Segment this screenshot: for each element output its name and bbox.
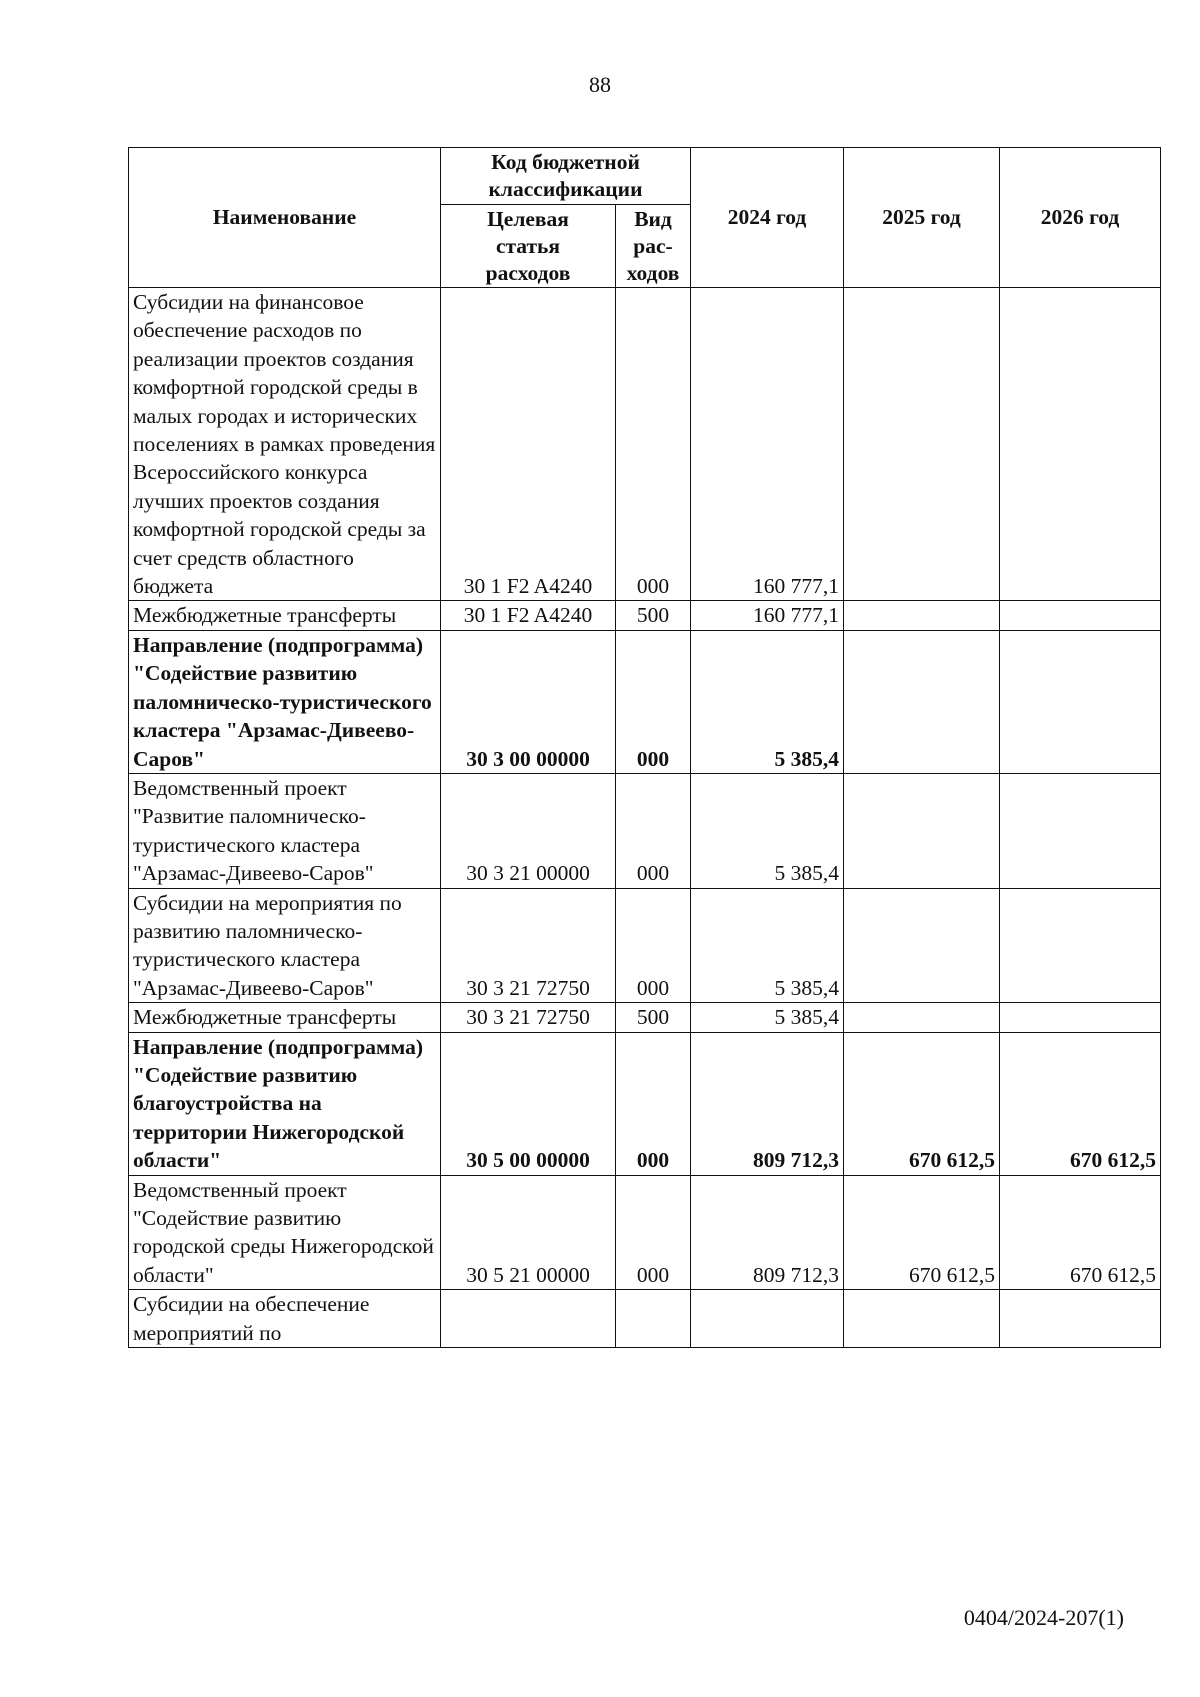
cell-year-2025 [844, 630, 1000, 773]
cell-target-article: 30 5 00 00000 [441, 1032, 616, 1175]
header-expense-type: Вид рас-ходов [616, 205, 691, 288]
cell-year-2026: 670 612,5 [1000, 1032, 1161, 1175]
cell-year-2025 [844, 288, 1000, 601]
table-body [129, 288, 1161, 1348]
table-row [129, 630, 1161, 773]
table-row [129, 288, 1161, 601]
cell-year-2024: 5 385,4 [691, 630, 844, 773]
cell-name: Направление (подпрограмма) "Содействие развитию благоустройства на территории Нижегородской области" [129, 1032, 441, 1175]
cell-expense-type: 000 [616, 1032, 691, 1175]
cell-year-2025: 670 612,5 [844, 1175, 1000, 1290]
cell-year-2026 [1000, 773, 1161, 888]
cell-year-2026 [1000, 888, 1161, 1003]
cell-year-2025 [844, 601, 1000, 630]
cell-expense-type [616, 1290, 691, 1348]
cell-target-article: 30 1 F2 A4240 [441, 288, 616, 601]
header-budget-code: Код бюджетной классификации [441, 148, 691, 205]
cell-target-article: 30 3 21 72750 [441, 1003, 616, 1032]
cell-target-article [441, 1290, 616, 1348]
cell-expense-type: 000 [616, 1175, 691, 1290]
cell-year-2026 [1000, 1003, 1161, 1032]
cell-year-2024 [691, 1290, 844, 1348]
cell-target-article: 30 3 21 72750 [441, 888, 616, 1003]
cell-name: Ведомственный проект "Развитие паломническо-туристического кластера "Арзамас-Дивеево-Саров" [129, 773, 441, 888]
cell-year-2024: 160 777,1 [691, 601, 844, 630]
table-row [129, 888, 1161, 1003]
cell-expense-type: 000 [616, 630, 691, 773]
table-row [129, 1290, 1161, 1348]
header-target-article: Целевая статья расходов [441, 205, 616, 288]
cell-name: Межбюджетные трансферты [129, 601, 441, 630]
cell-year-2026 [1000, 601, 1161, 630]
cell-name: Межбюджетные трансферты [129, 1003, 441, 1032]
cell-target-article: 30 3 21 00000 [441, 773, 616, 888]
cell-name: Ведомственный проект "Содействие развитию городской среды Нижегородской области" [129, 1175, 441, 1290]
header-row-1 [129, 148, 1161, 205]
cell-expense-type: 000 [616, 773, 691, 888]
cell-year-2024: 160 777,1 [691, 288, 844, 601]
cell-name: Субсидии на финансовое обеспечение расходов по реализации проектов создания комфортной городской среды в малых городах и исторических поселениях в рамках проведения Всероссийского конкурса лучших проектов создания комфортной городской среды за счет средств областного бюджета [129, 288, 441, 601]
cell-year-2024: 5 385,4 [691, 1003, 844, 1032]
header-year-2026: 2026 год [1000, 148, 1161, 288]
header-year-2025: 2025 год [844, 148, 1000, 288]
cell-year-2025 [844, 888, 1000, 1003]
table-row [129, 1175, 1161, 1290]
cell-year-2026 [1000, 288, 1161, 601]
cell-year-2025 [844, 1290, 1000, 1348]
header-name: Наименование [129, 148, 441, 288]
page-number: 88 [589, 72, 611, 97]
cell-expense-type: 000 [616, 888, 691, 1003]
header-year-2024: 2024 год [691, 148, 844, 288]
cell-year-2024: 809 712,3 [691, 1175, 844, 1290]
cell-target-article: 30 1 F2 A4240 [441, 601, 616, 630]
cell-year-2025 [844, 1003, 1000, 1032]
budget-table [128, 147, 1161, 1348]
cell-year-2024: 809 712,3 [691, 1032, 844, 1175]
document-code: 0404/2024-207(1) [963, 1605, 1124, 1630]
cell-expense-type: 500 [616, 601, 691, 630]
cell-year-2024: 5 385,4 [691, 888, 844, 1003]
table-row [129, 601, 1161, 630]
cell-year-2025: 670 612,5 [844, 1032, 1000, 1175]
cell-year-2026: 670 612,5 [1000, 1175, 1161, 1290]
cell-target-article: 30 5 21 00000 [441, 1175, 616, 1290]
table-row [129, 773, 1161, 888]
cell-target-article: 30 3 00 00000 [441, 630, 616, 773]
cell-year-2026 [1000, 630, 1161, 773]
table-row [129, 1003, 1161, 1032]
cell-name: Субсидии на обеспечение мероприятий по [129, 1290, 441, 1348]
cell-year-2025 [844, 773, 1000, 888]
cell-expense-type: 000 [616, 288, 691, 601]
cell-name: Субсидии на мероприятия по развитию паломническо-туристического кластера "Арзамас-Дивеево-Саров" [129, 888, 441, 1003]
cell-name: Направление (подпрограмма) "Содействие развитию паломническо-туристического кластера "Арзамас-Дивеево-Саров" [129, 630, 441, 773]
cell-year-2024: 5 385,4 [691, 773, 844, 888]
cell-year-2026 [1000, 1290, 1161, 1348]
table-row [129, 1032, 1161, 1175]
cell-expense-type: 500 [616, 1003, 691, 1032]
